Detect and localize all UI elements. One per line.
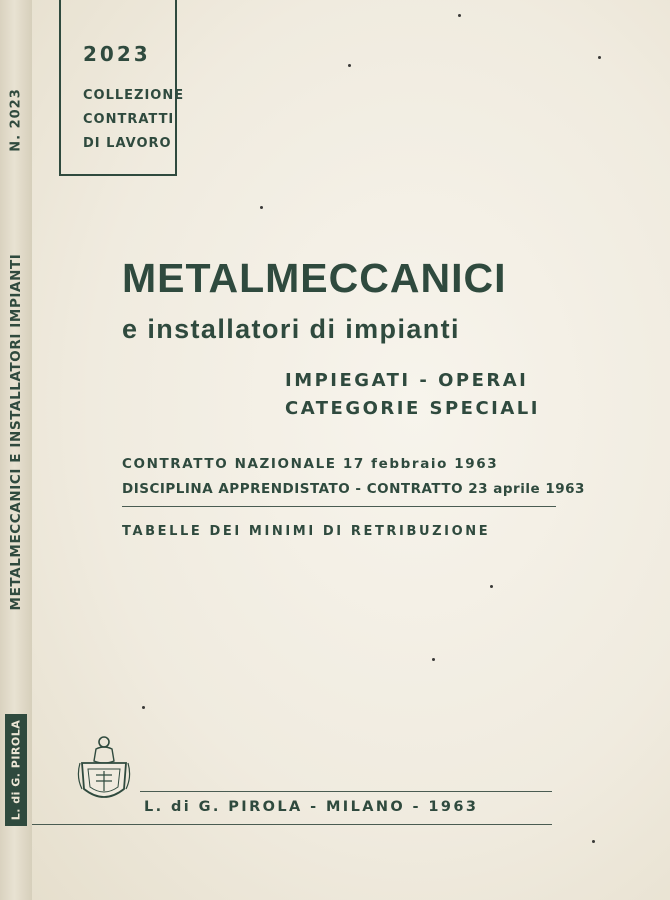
main-title: METALMECCANICI — [122, 255, 507, 301]
series-box — [59, 0, 185, 176]
paper-speck — [490, 585, 493, 588]
paper-speck — [432, 658, 435, 661]
categories-line-1: IMPIEGATI - OPERAI — [285, 370, 529, 391]
categories-line-2: CATEGORIE SPECIALI — [285, 398, 540, 419]
paper-speck — [458, 14, 461, 17]
contract-line-2: DISCIPLINA APPRENDISTATO - CONTRATTO 23 aprile 1963 — [122, 481, 585, 497]
paper-speck — [260, 206, 263, 209]
contract-line-1: CONTRATTO NAZIONALE 17 febbraio 1963 — [122, 456, 499, 472]
paper-speck — [142, 706, 145, 709]
divider-rule — [122, 506, 556, 507]
publisher-line: L. di G. PIROLA - MILANO - 1963 — [144, 799, 479, 815]
wage-tables-line: TABELLE DEI MINIMI DI RETRIBUZIONE — [122, 524, 491, 539]
publisher-emblem-icon — [76, 733, 132, 813]
series-line-1: COLLEZIONE — [83, 88, 185, 103]
series-line-2: CONTRATTI — [83, 112, 175, 127]
book-spine — [0, 0, 33, 900]
paper-speck — [598, 56, 601, 59]
series-number: 2023 — [83, 42, 151, 66]
spine-number: N. 2023 — [8, 88, 24, 152]
main-subtitle: e installatori di impianti — [122, 314, 460, 344]
front-cover — [32, 0, 670, 900]
paper-speck — [348, 64, 351, 67]
spine-title: METALMECCANICI E INSTALLATORI IMPIANTI — [8, 253, 24, 611]
paper-speck — [592, 840, 595, 843]
spine-publisher: L. di G. PIROLA — [9, 719, 23, 821]
series-line-3: DI LAVORO — [83, 136, 172, 151]
publisher-rule-top — [140, 791, 552, 792]
publisher-rule-bottom — [32, 824, 552, 825]
